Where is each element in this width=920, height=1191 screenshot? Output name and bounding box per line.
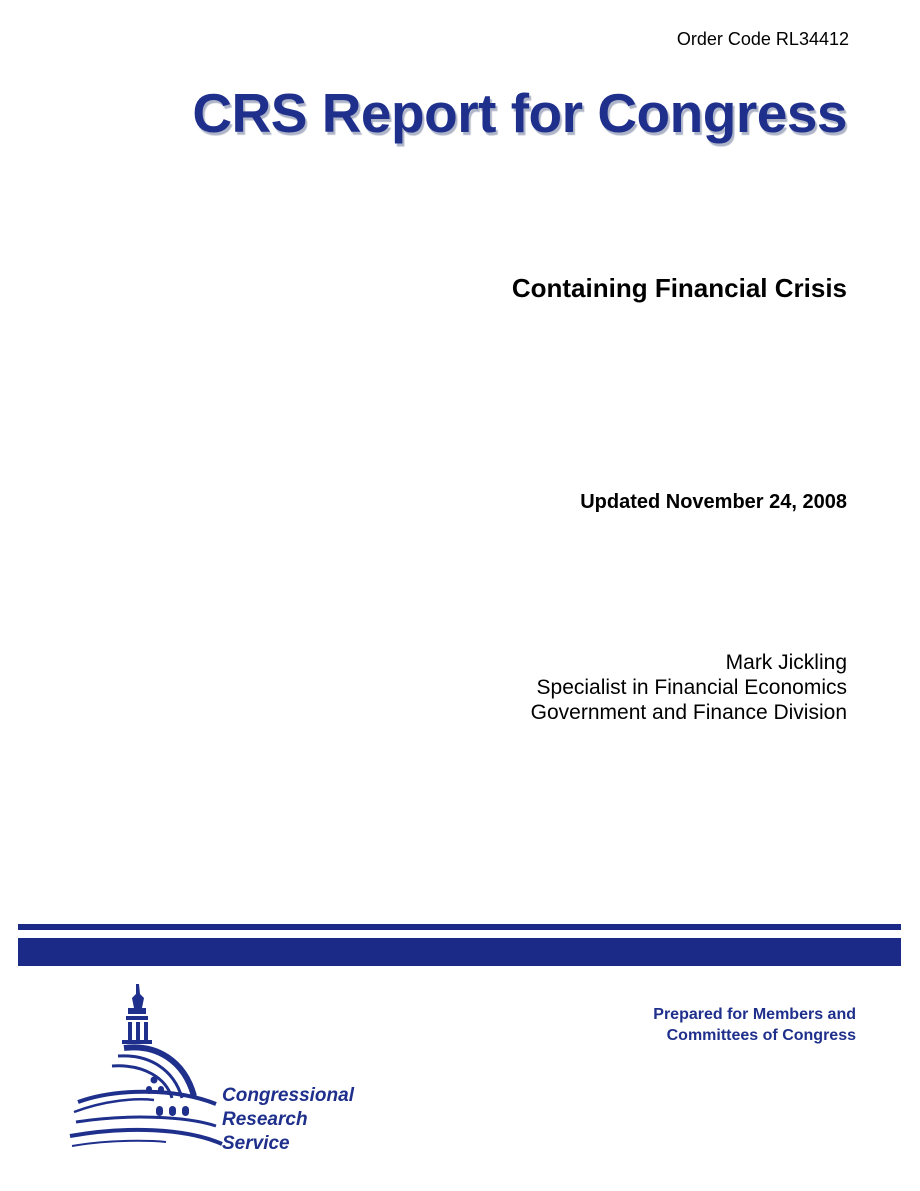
author-name: Mark Jickling [725,651,847,674]
author-position: Specialist in Financial Economics [536,676,847,699]
prepared-line-2: Committees of Congress [666,1027,856,1044]
logo-line-1: Congressional [222,1085,354,1106]
author-block [531,650,847,725]
author-division: Government and Finance Division [530,701,847,724]
masthead: CRS Report for Congress [192,82,847,144]
divider-thick [18,938,901,966]
prepared-for [653,1004,856,1046]
updated-date: Updated November 24, 2008 [580,491,847,513]
report-title: Containing Financial Crisis [511,273,847,303]
divider-thin [18,924,901,930]
logo-line-3: Service [222,1133,290,1154]
prepared-line-1: Prepared for Members and [653,1006,856,1023]
logo-line-2: Research [222,1109,308,1130]
capitol-dome-icon [66,980,236,1160]
crs-logo-text [222,1084,354,1156]
order-code: Order Code RL34412 [676,29,849,49]
